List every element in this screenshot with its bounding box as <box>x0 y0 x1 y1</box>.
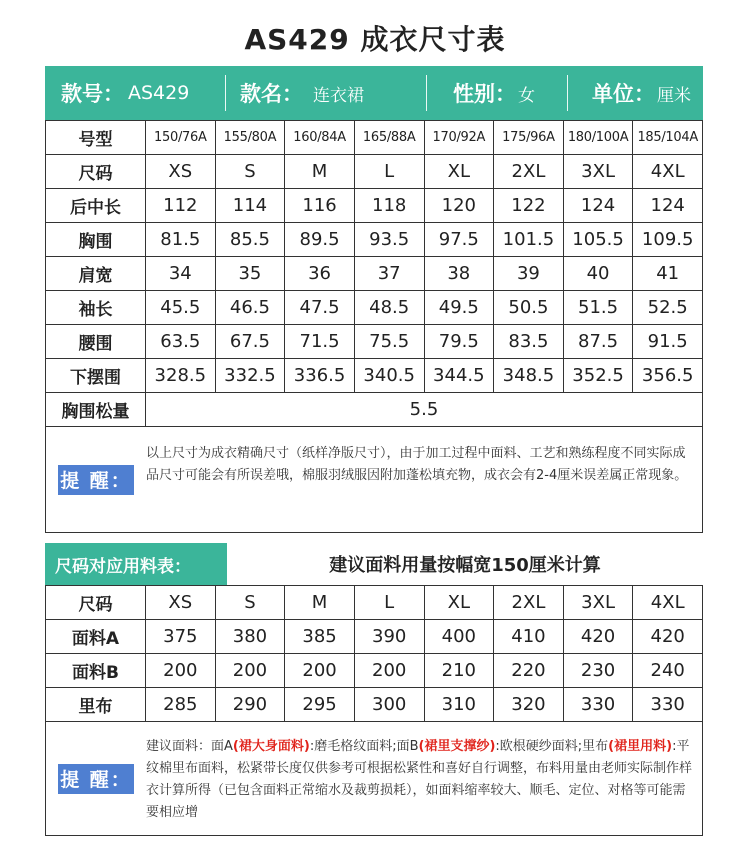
row-label: 面料A <box>46 620 146 654</box>
table-row <box>46 586 703 620</box>
table-cell: 400 <box>424 620 494 654</box>
table-cell: 71.5 <box>285 325 355 359</box>
table-cell: 112 <box>146 189 216 223</box>
note-part: 建议面料： <box>146 739 212 754</box>
fabric-reminder-text <box>146 722 694 835</box>
row-label: 肩宽 <box>46 257 146 291</box>
table-cell: 35 <box>215 257 285 291</box>
table-cell: 340.5 <box>354 359 424 393</box>
table-cell: 200 <box>146 654 216 688</box>
table-row <box>46 257 703 291</box>
table-cell: 49.5 <box>424 291 494 325</box>
table-cell: 2XL <box>494 586 564 620</box>
table-cell: 38 <box>424 257 494 291</box>
table-cell: 67.5 <box>215 325 285 359</box>
table-cell: 105.5 <box>563 223 633 257</box>
fabric-section-header <box>45 543 703 585</box>
table-cell: 48.5 <box>354 291 424 325</box>
table-row <box>46 359 703 393</box>
table-cell: 375 <box>146 620 216 654</box>
row-label: 后中长 <box>46 189 146 223</box>
table-cell: 89.5 <box>285 223 355 257</box>
gender-value: 女 <box>518 85 535 106</box>
table-cell: 220 <box>494 654 564 688</box>
size-code: 155/80A <box>215 121 285 155</box>
note-highlight: (裙大身面料) <box>232 739 310 754</box>
table-cell: 348.5 <box>494 359 564 393</box>
divider <box>426 75 427 111</box>
table-cell: 124 <box>633 189 703 223</box>
table-cell: 290 <box>215 688 285 722</box>
table-row <box>46 291 703 325</box>
table-cell: 356.5 <box>633 359 703 393</box>
row-label: 下摆围 <box>46 359 146 393</box>
note-part: 面B <box>396 739 419 754</box>
table-cell: 295 <box>285 688 355 722</box>
table-cell: 385 <box>285 620 355 654</box>
table-cell: 97.5 <box>424 223 494 257</box>
size-code: 150/76A <box>146 121 216 155</box>
table-cell: 410 <box>494 620 564 654</box>
note-part: :欧根硬纱面料; <box>495 739 583 754</box>
divider <box>225 75 226 111</box>
note-highlight: (裙里用料) <box>608 739 673 754</box>
table-row <box>46 223 703 257</box>
style-name-cell <box>226 66 426 120</box>
reminder-box <box>45 427 703 533</box>
size-code: 175/96A <box>494 121 564 155</box>
table-cell: 118 <box>354 189 424 223</box>
table-cell: 79.5 <box>424 325 494 359</box>
fabric-section-caption: 建议面料用量按幅宽150厘米计算 <box>329 555 601 576</box>
table-cell: 285 <box>146 688 216 722</box>
table-cell: 116 <box>285 189 355 223</box>
table-cell: S <box>215 586 285 620</box>
table-cell: XL <box>424 586 494 620</box>
reminder-badge: 提 醒： <box>58 764 134 794</box>
table-cell: 114 <box>215 189 285 223</box>
row-label: 面料B <box>46 654 146 688</box>
size-code: 160/84A <box>285 121 355 155</box>
table-cell: 51.5 <box>563 291 633 325</box>
style-name-value: 连衣裙 <box>313 85 364 106</box>
table-cell: 344.5 <box>424 359 494 393</box>
table-cell: 420 <box>563 620 633 654</box>
fabric-section-label: 尺码对应用料表： <box>45 543 227 585</box>
ease-value: 5.5 <box>146 393 703 427</box>
page-title: AS429 成衣尺寸表 <box>244 23 506 56</box>
table-cell: 200 <box>354 654 424 688</box>
table-cell: 81.5 <box>146 223 216 257</box>
note-part: :磨毛格纹面料; <box>309 739 397 754</box>
size-code: 170/92A <box>424 121 494 155</box>
table-cell: 36 <box>285 257 355 291</box>
size-table <box>45 120 703 427</box>
unit-label: 单位： <box>592 82 655 106</box>
note-part: 面A <box>211 739 233 754</box>
table-cell: M <box>285 586 355 620</box>
unit-cell <box>568 66 698 120</box>
table-cell: 200 <box>285 654 355 688</box>
style-no-label: 款号： <box>61 82 124 106</box>
spacer <box>45 533 703 543</box>
table-row <box>46 654 703 688</box>
table-cell: 390 <box>354 620 424 654</box>
table-cell: 83.5 <box>494 325 564 359</box>
row-label: 腰围 <box>46 325 146 359</box>
table-cell: 52.5 <box>633 291 703 325</box>
table-cell: 200 <box>215 654 285 688</box>
table-row <box>46 620 703 654</box>
table-cell: 328.5 <box>146 359 216 393</box>
row-label: 袖长 <box>46 291 146 325</box>
table-cell: 230 <box>563 654 633 688</box>
divider <box>567 75 568 111</box>
size-code: 180/100A <box>563 121 633 155</box>
note-part: 里布 <box>582 739 609 754</box>
note-highlight: (裙里支撑纱) <box>418 739 496 754</box>
table-cell: S <box>215 155 285 189</box>
table-cell: 2XL <box>494 155 564 189</box>
table-cell: XS <box>146 155 216 189</box>
table-cell: 91.5 <box>633 325 703 359</box>
table-cell: 122 <box>494 189 564 223</box>
style-no-value: AS429 <box>128 82 190 104</box>
ease-label: 胸围松量 <box>46 393 146 427</box>
table-cell: XS <box>146 586 216 620</box>
gender-cell <box>427 66 567 120</box>
note-part: :平纹棉里布面料，松紧带长度仅供参考可根据松紧性和喜好自行调整，布料用量由老师实际制作样衣计算所得（已包含面料正常缩水及裁剪损耗），如面料缩率较大、顺毛、定位、对格等可能需要相应增 <box>146 739 693 820</box>
size-code: 165/88A <box>354 121 424 155</box>
table-cell: XL <box>424 155 494 189</box>
table-cell: 330 <box>633 688 703 722</box>
table-cell: 380 <box>215 620 285 654</box>
table-row <box>46 121 703 155</box>
table-cell: 336.5 <box>285 359 355 393</box>
table-cell: 34 <box>146 257 216 291</box>
reminder-badge: 提 醒： <box>58 465 134 495</box>
table-cell: 3XL <box>563 586 633 620</box>
size-sheet <box>45 66 703 836</box>
table-cell: 352.5 <box>563 359 633 393</box>
fabric-table <box>45 585 703 722</box>
table-cell: 45.5 <box>146 291 216 325</box>
table-cell: 420 <box>633 620 703 654</box>
sizes-header-label: 号型 <box>46 121 146 155</box>
table-cell: 40 <box>563 257 633 291</box>
table-cell: 3XL <box>563 155 633 189</box>
table-cell: 46.5 <box>215 291 285 325</box>
table-cell: 37 <box>354 257 424 291</box>
table-cell: L <box>354 155 424 189</box>
reminder-text: 以上尺寸为成衣精确尺寸（纸样净版尺寸），由于加工过程中面料、工艺和熟练程度不同实际成品尺寸可能会有所误差哦，棉服羽绒服因附加蓬松填充物，成衣会有2-4厘米误差属正常现象。 <box>146 446 688 483</box>
table-cell: 330 <box>563 688 633 722</box>
table-cell: 63.5 <box>146 325 216 359</box>
table-cell: M <box>285 155 355 189</box>
table-cell: 109.5 <box>633 223 703 257</box>
table-cell: 120 <box>424 189 494 223</box>
table-cell: 240 <box>633 654 703 688</box>
row-label: 里布 <box>46 688 146 722</box>
table-cell: 87.5 <box>563 325 633 359</box>
table-cell: 39 <box>494 257 564 291</box>
table-cell: 332.5 <box>215 359 285 393</box>
table-cell: 320 <box>494 688 564 722</box>
table-cell: 47.5 <box>285 291 355 325</box>
fabric-reminder-box <box>45 722 703 836</box>
table-row <box>46 393 703 427</box>
reminder-badge-wrap <box>46 427 146 532</box>
table-row <box>46 325 703 359</box>
gender-label: 性别： <box>453 82 516 106</box>
table-cell: 50.5 <box>494 291 564 325</box>
table-cell: 41 <box>633 257 703 291</box>
table-row <box>46 688 703 722</box>
table-cell: 101.5 <box>494 223 564 257</box>
table-cell: L <box>354 586 424 620</box>
row-label: 尺码 <box>46 586 146 620</box>
size-code: 185/104A <box>633 121 703 155</box>
table-cell: 300 <box>354 688 424 722</box>
table-cell: 310 <box>424 688 494 722</box>
row-label: 胸围 <box>46 223 146 257</box>
table-cell: 93.5 <box>354 223 424 257</box>
table-cell: 4XL <box>633 155 703 189</box>
reminder-badge-wrap <box>46 722 146 835</box>
table-cell: 75.5 <box>354 325 424 359</box>
header-bar <box>45 66 703 120</box>
table-cell: 4XL <box>633 586 703 620</box>
style-no-cell <box>45 66 225 120</box>
table-row <box>46 189 703 223</box>
table-cell: 124 <box>563 189 633 223</box>
unit-value: 厘米 <box>657 85 691 106</box>
table-cell: 85.5 <box>215 223 285 257</box>
table-row <box>46 155 703 189</box>
row-label: 尺码 <box>46 155 146 189</box>
table-cell: 210 <box>424 654 494 688</box>
style-name-label: 款名： <box>240 82 303 106</box>
